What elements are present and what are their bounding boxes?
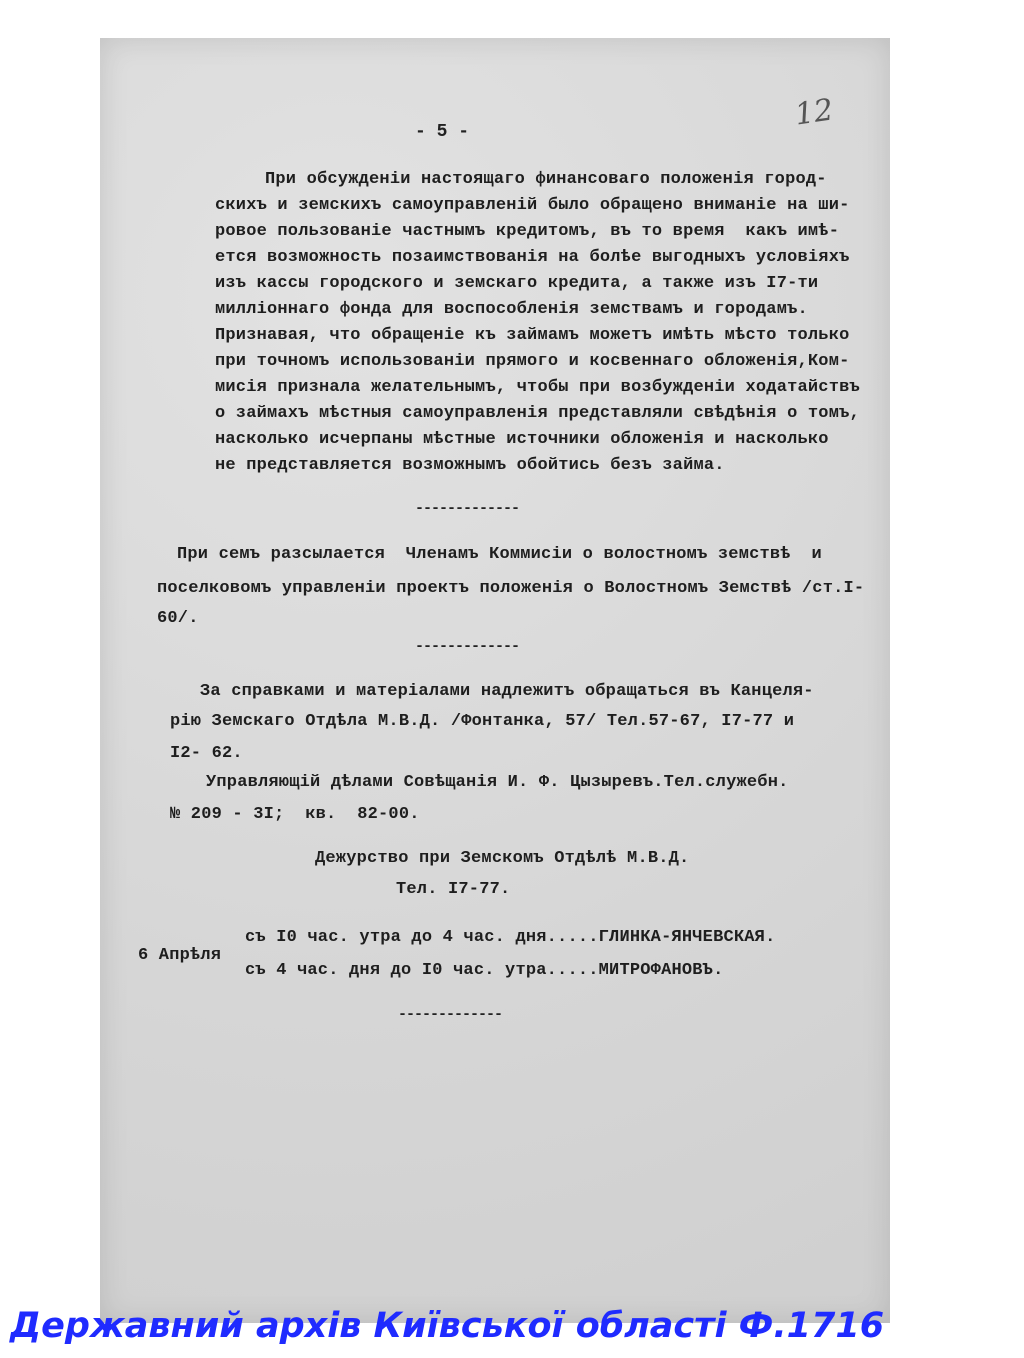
duty-shift: съ I0 час. утра до 4 час. дня.....ГЛИНКА-ЯНЧЕВСКАЯ. [245,928,776,947]
paragraph1-line: изъ кассы городского и земскаго кредита, а также изъ I7-ти [215,274,819,293]
paragraph1-line: при точномъ использованiи прямого и косвеннаго обложенiя,Ком- [215,352,850,371]
paragraph1-line: не представляется возможнымъ обойтись безъ займа. [215,456,725,475]
duty-title: Дежурство при Земскомъ Отдѣлѣ М.В.Д. [315,849,690,868]
paragraph1-line: Признавая, что обращенiе къ займамъ можетъ имѣть мѣсто только [215,326,850,345]
paragraph2-line: При семъ разсылается Членамъ Коммисiи о волостномъ земствѣ и [177,545,822,564]
paragraph3-line: За справками и матерiалами надлежитъ обращаться въ Канцеля- [200,682,814,701]
paragraph4-line: Управляющiй дѣлами Совѣщанiя И. Ф. Цызыревъ.Тел.служебн. [206,773,789,792]
paragraph1-line: ется возможность позаимствованiя на болѣе выгодныхъ условiяхъ [215,248,850,267]
separator: ------------- [415,638,520,655]
paragraph2-line: поселковомъ управленiи проектъ положенiя о Волостномъ Земствѣ /ст.I- [157,579,865,598]
paragraph1-line: мисiя признала желательнымъ, чтобы при возбужденiи ходатайствъ [215,378,860,397]
duty-date: 6 Апрѣля [138,946,222,965]
paragraph4-line: № 209 - 3I; кв. 82-00. [170,805,420,824]
archive-caption: Державний архів Київської області Ф.1716 [10,1306,885,1346]
paragraph2-line: 60/. [157,609,199,628]
paragraph3-line: рiю Земскаго Отдѣла М.В.Д. /Фонтанка, 57/ Тел.57-67, I7-77 и [170,712,795,731]
folio-mark: 12 [792,92,836,133]
separator: ------------- [398,1006,503,1023]
page-number: - 5 - [415,122,470,142]
separator: ------------- [415,500,520,517]
paragraph1-line: ровое пользованiе частнымъ кредитомъ, въ то время какъ имѣ- [215,222,840,241]
paragraph3-line: I2- 62. [170,744,243,763]
paragraph1-line: миллiоннаго фонда для воспособленiя земствамъ и городамъ. [215,300,808,319]
paragraph1-line: скихъ и земскихъ самоуправленiй было обращено вниманiе на ши- [215,196,850,215]
paragraph1-line: При обсужденiи настоящаго финансоваго положенiя город- [265,170,827,189]
paragraph1-line: о займахъ мѣстныя самоуправленiя представляли свѣдѣнiя о томъ, [215,404,860,423]
paragraph1-line: насколько исчерпаны мѣстные источники обложенiя и насколько [215,430,829,449]
duty-shift: съ 4 час. дня до I0 час. утра.....МИТРОФАНОВЪ. [245,961,724,980]
duty-phone: Тел. I7-77. [396,880,511,899]
